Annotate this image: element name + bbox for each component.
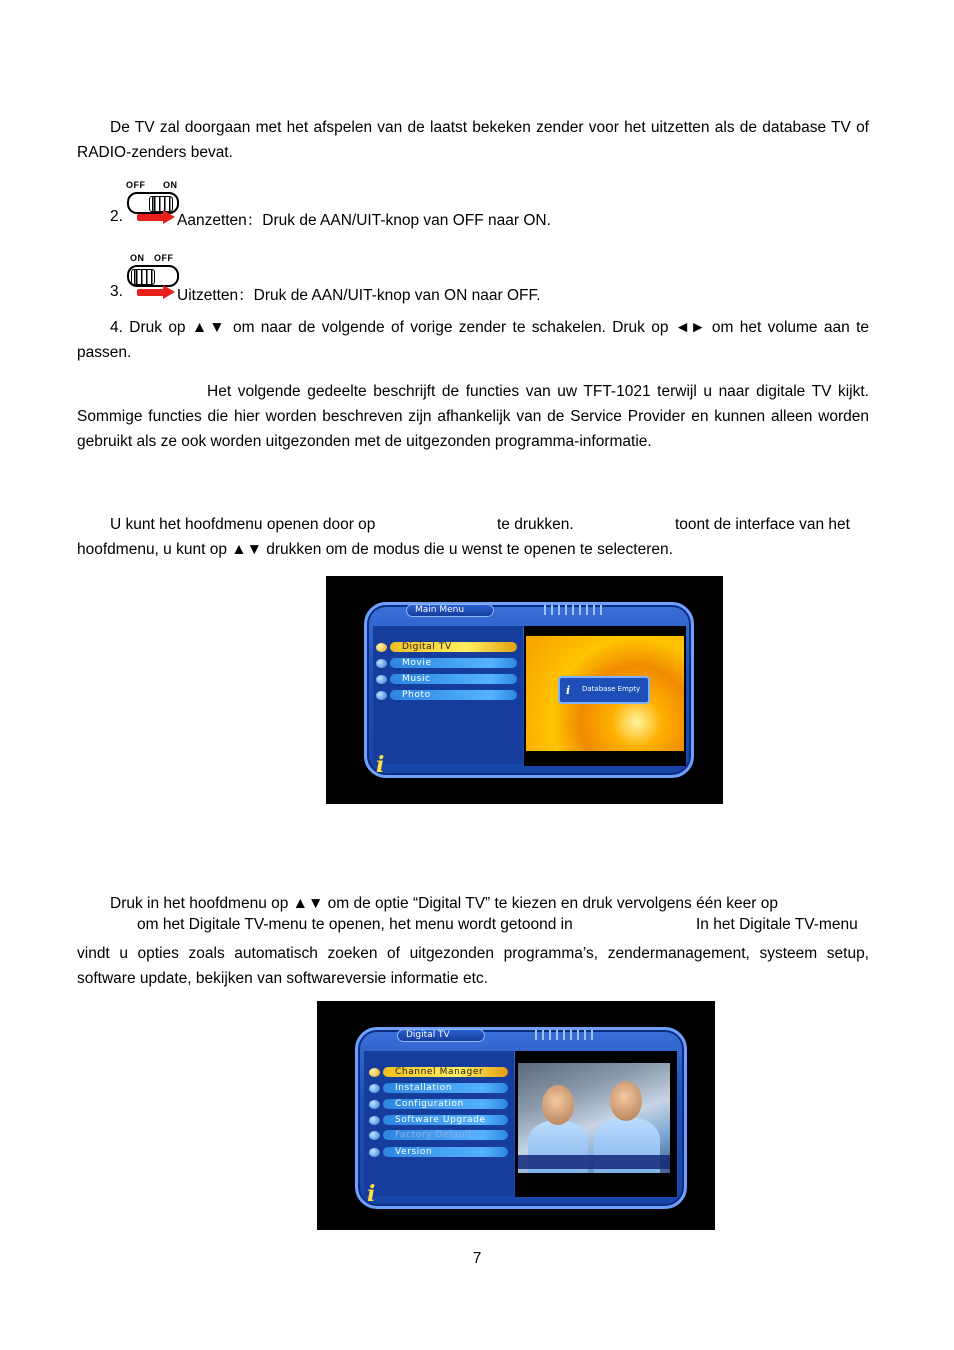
menu-bullet-icon xyxy=(376,643,387,652)
menu-bullet-icon xyxy=(376,691,387,700)
item-2-number: 2. xyxy=(110,208,123,225)
paragraph-digital-tv-c: In het Digitale TV-menu xyxy=(696,916,858,933)
info-icon: i xyxy=(376,752,385,778)
menu-item-version[interactable]: Version xyxy=(383,1147,508,1157)
info-icon: i xyxy=(367,1181,376,1207)
red-arrow-icon xyxy=(137,285,177,299)
item-2-text: Aanzetten：Druk de AAN/UIT-knop van OFF naar ON. xyxy=(177,212,551,229)
main-menu-screenshot xyxy=(326,576,723,804)
menu-bullet-icon xyxy=(369,1116,380,1125)
info-icon: i xyxy=(566,684,571,697)
paragraph-main-menu-c: toont de interface van het xyxy=(675,516,850,533)
menu-title: Main Menu xyxy=(406,604,494,617)
broadcast-caption-bar xyxy=(518,1155,670,1169)
switch-on-to-off-icon xyxy=(125,253,181,289)
switch-label-right: OFF xyxy=(154,253,174,263)
item-3-number: 3. xyxy=(110,283,123,300)
menu-item-movie[interactable]: Movie xyxy=(390,658,517,668)
switch-label-right: ON xyxy=(163,180,178,190)
menu-item-photo[interactable]: Photo xyxy=(390,690,517,700)
menu-bullet-icon xyxy=(376,675,387,684)
player-face xyxy=(542,1085,574,1125)
red-arrow-icon xyxy=(137,210,177,224)
paragraph-main-menu-d: hoofdmenu, u kunt op ▲▼ drukken om de modus die u wenst te openen te selecteren. xyxy=(77,541,673,558)
menu-item-installation[interactable]: Installation xyxy=(383,1083,508,1093)
menu-bullet-icon xyxy=(369,1100,380,1109)
paragraph-digital-tv-b: om het Digitale TV-menu te openen, het menu wordt getoond in xyxy=(137,916,573,933)
paragraph-digital-tv-a: Druk in het hoofdmenu op ▲▼ om de optie “Digital TV” te kiezen en druk vervolgens één keer op xyxy=(110,895,778,912)
paragraph-functions-intro: Het volgende gedeelte beschrijft de functies van uw TFT-1021 terwijl u naar digitale TV kijkt. Sommige functies die hier worden beschreven zijn afhankelijk van de Service Provider en kunnen alleen worden gebruikt als ze ook worden uitgezonden met de uitgezonden programma-informatie. xyxy=(77,383,869,450)
menu-item-channel-manager[interactable]: Channel Manager xyxy=(383,1067,508,1077)
menu-bullet-icon xyxy=(369,1131,380,1140)
paragraph-digital-tv-d: vindt u opties zoals automatisch zoeken of uitgezonden programma’s, zendermanagement, systeem setup, software update, bekijken van softwareversie informatie etc. xyxy=(77,945,869,987)
menu-bullet-icon xyxy=(369,1068,380,1077)
menu-item-software-upgrade[interactable]: Software Upgrade xyxy=(383,1115,508,1125)
menu-bullet-icon xyxy=(376,659,387,668)
preview-window xyxy=(515,1051,677,1197)
switch-label-left: OFF xyxy=(126,180,146,190)
paragraph-channel-volume: 4. Druk op ▲▼ om naar de volgende of vorige zender te schakelen. Druk op ◄► om het volume aan te passen. xyxy=(77,319,869,361)
menu-bullet-icon xyxy=(369,1084,380,1093)
paragraph-main-menu-a: U kunt het hoofdmenu openen door op xyxy=(110,516,376,533)
title-decoration xyxy=(544,605,604,615)
menu-title: Digital TV xyxy=(397,1029,485,1042)
item-3-text: Uitzetten：Druk de AAN/UIT-knop van ON naar OFF. xyxy=(177,287,541,304)
soccer-players-photo xyxy=(518,1063,670,1173)
menu-item-factory-default[interactable]: Factory Default xyxy=(383,1130,508,1140)
paragraph-tv-continue: De TV zal doorgaan met het afspelen van de laatst bekeken zender voor het uitzetten als de database TV of RADIO-zenders bevat. xyxy=(77,119,869,161)
player-face xyxy=(610,1081,642,1121)
menu-item-digital-tv[interactable]: Digital TV xyxy=(390,642,517,652)
database-empty-text: Database Empty xyxy=(582,685,641,693)
page-number: 7 xyxy=(472,1250,482,1267)
switch-label-left: ON xyxy=(130,253,145,263)
title-decoration xyxy=(535,1030,595,1040)
paragraph-main-menu-b: te drukken. xyxy=(497,516,574,533)
database-empty-dialog xyxy=(558,676,650,704)
menu-item-music[interactable]: Music xyxy=(390,674,517,684)
digital-tv-menu-screenshot xyxy=(317,1001,715,1230)
menu-item-configuration[interactable]: Configuration xyxy=(383,1099,508,1109)
menu-bullet-icon xyxy=(369,1148,380,1157)
